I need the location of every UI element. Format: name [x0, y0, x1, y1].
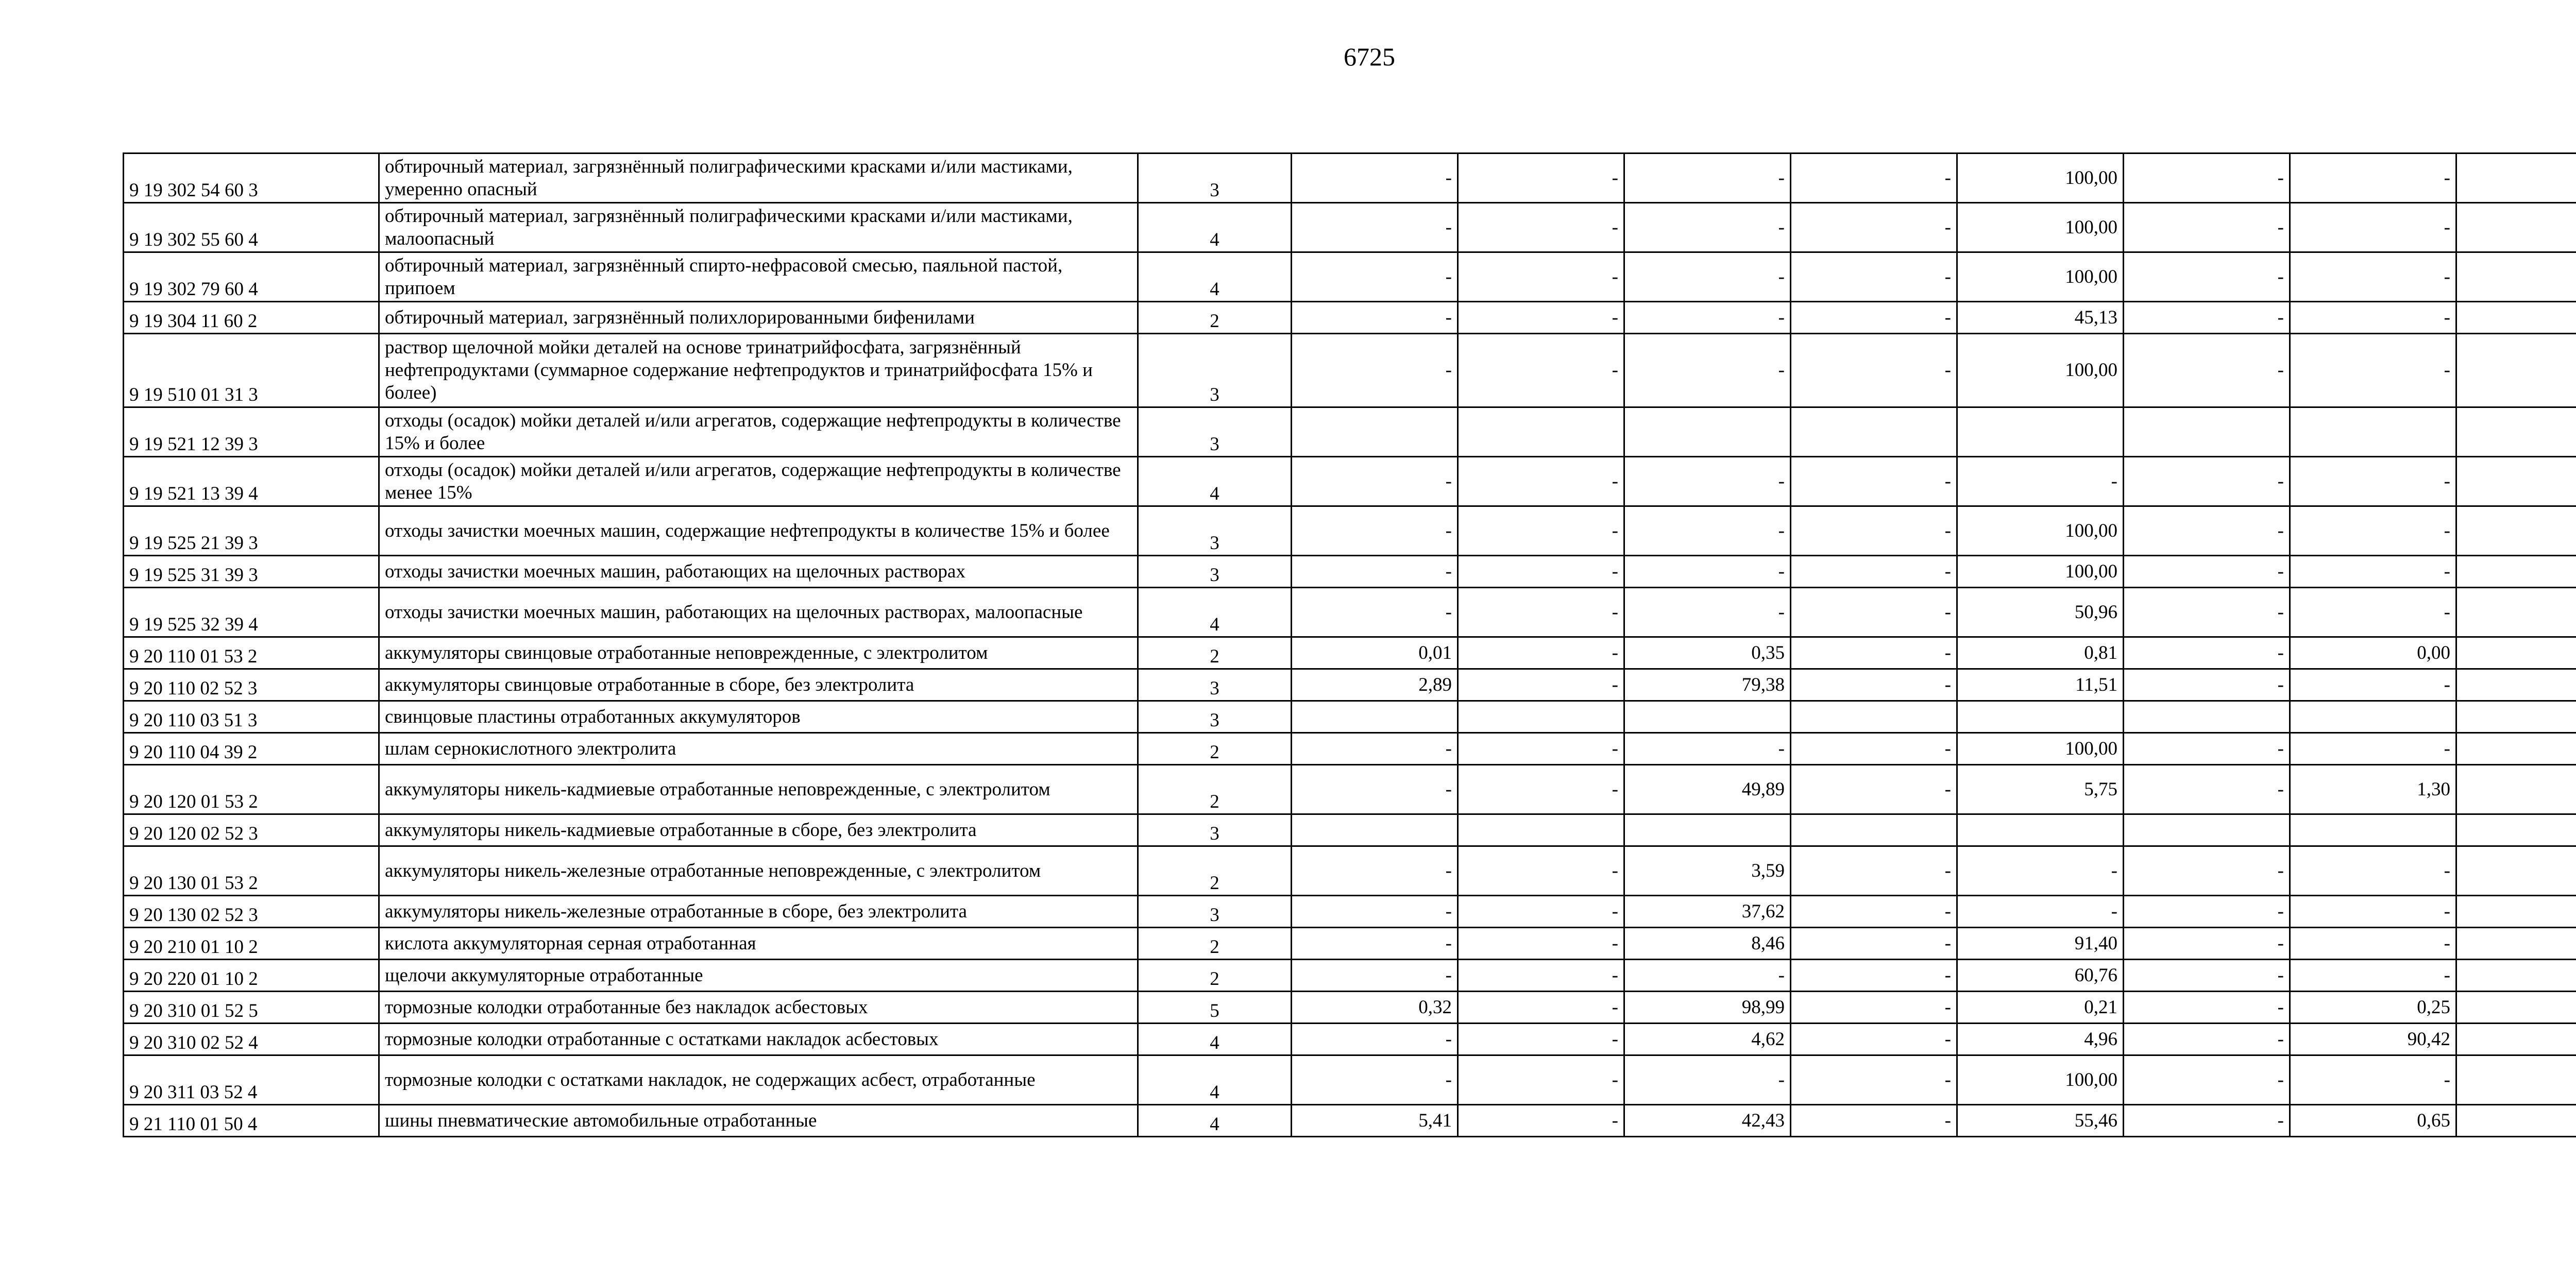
value-cell-2: -: [1458, 334, 1624, 407]
value-cell-1: -: [1292, 506, 1458, 556]
value-cell-1: 5,41: [1292, 1105, 1458, 1137]
value-cell-1: 0,01: [1292, 637, 1458, 669]
value-cell-5: 100,00: [1957, 733, 2124, 765]
hazard-class-cell: 2: [1138, 765, 1292, 814]
table-row: [124, 960, 2576, 992]
value-cell-7: -: [2290, 154, 2456, 203]
value-cell-1: -: [1292, 846, 1458, 896]
value-cell-3: 8,46: [1624, 928, 1791, 960]
value-cell-4: -: [1791, 457, 1957, 506]
waste-code-cell: 9 20 310 01 52 5: [124, 992, 379, 1024]
value-cell-2: -: [1458, 1024, 1624, 1055]
value-cell-5: 50,96: [1957, 588, 2124, 637]
value-cell-5: 11,51: [1957, 669, 2124, 701]
value-cell-7: [2290, 814, 2456, 846]
value-cell-8: [2456, 928, 2576, 960]
value-cell-7: -: [2290, 556, 2456, 588]
value-cell-6: -: [2124, 928, 2290, 960]
waste-name-cell: шины пневматические автомобильные отработанные: [379, 1105, 1138, 1137]
value-cell-2: -: [1458, 846, 1624, 896]
value-cell-1: -: [1292, 252, 1458, 302]
waste-code-cell: 9 19 521 13 39 4: [124, 457, 379, 506]
value-cell-7: -: [2290, 846, 2456, 896]
value-cell-8: [2456, 556, 2576, 588]
value-cell-5: 100,00: [1957, 556, 2124, 588]
hazard-class-cell: 2: [1138, 960, 1292, 992]
value-cell-6: [2124, 701, 2290, 733]
value-cell-3: -: [1624, 252, 1791, 302]
value-cell-4: -: [1791, 896, 1957, 928]
value-cell-7: 0,25: [2290, 992, 2456, 1024]
waste-composition-table: [123, 152, 2576, 1137]
value-cell-5: 100,00: [1957, 334, 2124, 407]
value-cell-5: 100,00: [1957, 252, 2124, 302]
value-cell-8: [2456, 1105, 2576, 1137]
value-cell-3: -: [1624, 506, 1791, 556]
hazard-class-cell: 3: [1138, 896, 1292, 928]
table-row: [124, 1055, 2576, 1105]
value-cell-6: -: [2124, 334, 2290, 407]
value-cell-7: -: [2290, 669, 2456, 701]
value-cell-4: -: [1791, 154, 1957, 203]
waste-name-cell: аккумуляторы никель-железные отработанные неповрежденные, с электролитом: [379, 846, 1138, 896]
value-cell-2: [1458, 701, 1624, 733]
value-cell-6: -: [2124, 506, 2290, 556]
value-cell-7: -: [2290, 1055, 2456, 1105]
value-cell-6: -: [2124, 669, 2290, 701]
value-cell-4: -: [1791, 334, 1957, 407]
value-cell-4: -: [1791, 637, 1957, 669]
value-cell-5: -: [1957, 457, 2124, 506]
table-row: [124, 1024, 2576, 1055]
value-cell-5: 91,40: [1957, 928, 2124, 960]
table-row: [124, 334, 2576, 407]
value-cell-2: -: [1458, 1055, 1624, 1105]
value-cell-4: -: [1791, 960, 1957, 992]
hazard-class-cell: 2: [1138, 637, 1292, 669]
value-cell-7: -: [2290, 928, 2456, 960]
value-cell-6: -: [2124, 896, 2290, 928]
waste-code-cell: 9 19 304 11 60 2: [124, 302, 379, 334]
value-cell-1: -: [1292, 457, 1458, 506]
value-cell-5: 55,46: [1957, 1105, 2124, 1137]
value-cell-2: -: [1458, 588, 1624, 637]
value-cell-8: [2456, 457, 2576, 506]
waste-name-cell: тормозные колодки с остатками накладок, не содержащих асбест, отработанные: [379, 1055, 1138, 1105]
waste-code-cell: 9 20 120 01 53 2: [124, 765, 379, 814]
hazard-class-cell: 3: [1138, 334, 1292, 407]
value-cell-8: [2456, 896, 2576, 928]
value-cell-4: -: [1791, 992, 1957, 1024]
hazard-class-cell: 3: [1138, 407, 1292, 457]
value-cell-8: [2456, 814, 2576, 846]
value-cell-2: -: [1458, 992, 1624, 1024]
table-body: [124, 154, 2576, 1137]
value-cell-6: -: [2124, 992, 2290, 1024]
value-cell-7: -: [2290, 457, 2456, 506]
value-cell-8: [2456, 765, 2576, 814]
value-cell-5: [1957, 814, 2124, 846]
value-cell-1: [1292, 814, 1458, 846]
value-cell-3: -: [1624, 588, 1791, 637]
value-cell-3: -: [1624, 154, 1791, 203]
value-cell-6: -: [2124, 588, 2290, 637]
hazard-class-cell: 2: [1138, 928, 1292, 960]
value-cell-2: -: [1458, 506, 1624, 556]
waste-code-cell: 9 20 310 02 52 4: [124, 1024, 379, 1055]
value-cell-3: -: [1624, 1055, 1791, 1105]
value-cell-5: 60,76: [1957, 960, 2124, 992]
value-cell-4: -: [1791, 506, 1957, 556]
value-cell-4: -: [1791, 1055, 1957, 1105]
value-cell-4: -: [1791, 252, 1957, 302]
waste-code-cell: 9 20 110 04 39 2: [124, 733, 379, 765]
table-row: [124, 154, 2576, 203]
value-cell-3: -: [1624, 733, 1791, 765]
table-row: [124, 457, 2576, 506]
value-cell-1: 2,89: [1292, 669, 1458, 701]
table-row: [124, 846, 2576, 896]
value-cell-6: -: [2124, 1024, 2290, 1055]
value-cell-1: -: [1292, 1024, 1458, 1055]
waste-code-cell: 9 19 525 21 39 3: [124, 506, 379, 556]
value-cell-7: 90,42: [2290, 1024, 2456, 1055]
value-cell-8: [2456, 992, 2576, 1024]
waste-code-cell: 9 19 302 55 60 4: [124, 203, 379, 252]
value-cell-6: -: [2124, 203, 2290, 252]
table-row: [124, 1105, 2576, 1137]
value-cell-7: -: [2290, 588, 2456, 637]
value-cell-3: 98,99: [1624, 992, 1791, 1024]
hazard-class-cell: 3: [1138, 556, 1292, 588]
waste-code-cell: 9 20 110 03 51 3: [124, 701, 379, 733]
table-row: [124, 669, 2576, 701]
value-cell-2: [1458, 407, 1624, 457]
hazard-class-cell: 4: [1138, 203, 1292, 252]
hazard-class-cell: 4: [1138, 588, 1292, 637]
value-cell-8: [2456, 669, 2576, 701]
value-cell-1: [1292, 701, 1458, 733]
value-cell-3: -: [1624, 960, 1791, 992]
value-cell-6: [2124, 814, 2290, 846]
value-cell-6: -: [2124, 556, 2290, 588]
waste-name-cell: аккумуляторы никель-кадмиевые отработанные в сборе, без электролита: [379, 814, 1138, 846]
value-cell-3: 37,62: [1624, 896, 1791, 928]
value-cell-2: -: [1458, 457, 1624, 506]
hazard-class-cell: 4: [1138, 1055, 1292, 1105]
value-cell-6: -: [2124, 1105, 2290, 1137]
table-row: [124, 928, 2576, 960]
waste-name-cell: обтирочный материал, загрязнённый спирто-нефрасовой смесью, паяльной пастой, припоем: [379, 252, 1138, 302]
hazard-class-cell: 4: [1138, 1105, 1292, 1137]
table-row: [124, 765, 2576, 814]
value-cell-6: -: [2124, 637, 2290, 669]
hazard-class-cell: 3: [1138, 701, 1292, 733]
value-cell-2: -: [1458, 252, 1624, 302]
waste-name-cell: тормозные колодки отработанные без накладок асбестовых: [379, 992, 1138, 1024]
value-cell-4: -: [1791, 928, 1957, 960]
value-cell-1: -: [1292, 154, 1458, 203]
hazard-class-cell: 5: [1138, 992, 1292, 1024]
value-cell-5: 100,00: [1957, 203, 2124, 252]
waste-name-cell: аккумуляторы свинцовые отработанные неповрежденные, с электролитом: [379, 637, 1138, 669]
value-cell-6: -: [2124, 765, 2290, 814]
value-cell-2: -: [1458, 302, 1624, 334]
value-cell-1: -: [1292, 960, 1458, 992]
page-number: 6725: [1344, 42, 1395, 71]
value-cell-5: -: [1957, 896, 2124, 928]
value-cell-1: -: [1292, 765, 1458, 814]
value-cell-8: [2456, 637, 2576, 669]
value-cell-4: -: [1791, 203, 1957, 252]
waste-name-cell: щелочи аккумуляторные отработанные: [379, 960, 1138, 992]
value-cell-4: -: [1791, 556, 1957, 588]
table-row: [124, 896, 2576, 928]
value-cell-1: [1292, 407, 1458, 457]
value-cell-8: [2456, 960, 2576, 992]
value-cell-5: 100,00: [1957, 1055, 2124, 1105]
value-cell-6: -: [2124, 154, 2290, 203]
value-cell-5: 45,13: [1957, 302, 2124, 334]
hazard-class-cell: 2: [1138, 846, 1292, 896]
value-cell-5: 5,75: [1957, 765, 2124, 814]
value-cell-7: -: [2290, 203, 2456, 252]
value-cell-7: 0,00: [2290, 637, 2456, 669]
value-cell-8: [2456, 506, 2576, 556]
value-cell-2: -: [1458, 669, 1624, 701]
value-cell-3: [1624, 814, 1791, 846]
value-cell-7: -: [2290, 252, 2456, 302]
value-cell-2: -: [1458, 1105, 1624, 1137]
waste-code-cell: 9 20 110 01 53 2: [124, 637, 379, 669]
hazard-class-cell: 3: [1138, 814, 1292, 846]
value-cell-8: [2456, 733, 2576, 765]
value-cell-8: [2456, 701, 2576, 733]
value-cell-3: 49,89: [1624, 765, 1791, 814]
value-cell-1: -: [1292, 1055, 1458, 1105]
value-cell-4: -: [1791, 669, 1957, 701]
value-cell-4: [1791, 701, 1957, 733]
table-row: [124, 992, 2576, 1024]
value-cell-8: [2456, 407, 2576, 457]
table-row: [124, 252, 2576, 302]
value-cell-2: -: [1458, 154, 1624, 203]
value-cell-6: -: [2124, 252, 2290, 302]
value-cell-8: [2456, 334, 2576, 407]
table-row: [124, 302, 2576, 334]
waste-code-cell: 9 21 110 01 50 4: [124, 1105, 379, 1137]
value-cell-7: -: [2290, 506, 2456, 556]
value-cell-4: -: [1791, 1024, 1957, 1055]
value-cell-7: -: [2290, 896, 2456, 928]
value-cell-1: -: [1292, 896, 1458, 928]
waste-code-cell: 9 19 302 54 60 3: [124, 154, 379, 203]
table-row: [124, 556, 2576, 588]
value-cell-1: -: [1292, 928, 1458, 960]
value-cell-7: 0,65: [2290, 1105, 2456, 1137]
waste-name-cell: аккумуляторы свинцовые отработанные в сборе, без электролита: [379, 669, 1138, 701]
waste-name-cell: обтирочный материал, загрязнённый полиграфическими красками и/или мастиками, умеренно опасный: [379, 154, 1138, 203]
waste-name-cell: отходы зачистки моечных машин, работающих на щелочных растворах: [379, 556, 1138, 588]
hazard-class-cell: 2: [1138, 302, 1292, 334]
waste-name-cell: отходы (осадок) мойки деталей и/или агрегатов, содержащие нефтепродукты в количестве 15% и более: [379, 407, 1138, 457]
value-cell-6: -: [2124, 733, 2290, 765]
waste-code-cell: 9 20 220 01 10 2: [124, 960, 379, 992]
table-row: [124, 506, 2576, 556]
table-row: [124, 733, 2576, 765]
value-cell-2: -: [1458, 203, 1624, 252]
value-cell-3: [1624, 407, 1791, 457]
value-cell-5: -: [1957, 846, 2124, 896]
table-row: [124, 203, 2576, 252]
value-cell-2: -: [1458, 928, 1624, 960]
waste-name-cell: обтирочный материал, загрязнённый полиграфическими красками и/или мастиками, малоопасный: [379, 203, 1138, 252]
value-cell-6: -: [2124, 302, 2290, 334]
waste-code-cell: 9 19 510 01 31 3: [124, 334, 379, 407]
value-cell-5: 100,00: [1957, 154, 2124, 203]
value-cell-5: [1957, 701, 2124, 733]
value-cell-4: -: [1791, 765, 1957, 814]
waste-name-cell: обтирочный материал, загрязнённый полихлорированными бифенилами: [379, 302, 1138, 334]
value-cell-1: -: [1292, 733, 1458, 765]
value-cell-8: [2456, 154, 2576, 203]
value-cell-2: -: [1458, 637, 1624, 669]
value-cell-4: [1791, 407, 1957, 457]
value-cell-2: -: [1458, 556, 1624, 588]
value-cell-3: 4,62: [1624, 1024, 1791, 1055]
table-row: [124, 637, 2576, 669]
table-row: [124, 407, 2576, 457]
waste-code-cell: 9 20 110 02 52 3: [124, 669, 379, 701]
value-cell-1: -: [1292, 556, 1458, 588]
waste-name-cell: свинцовые пластины отработанных аккумуляторов: [379, 701, 1138, 733]
value-cell-2: -: [1458, 733, 1624, 765]
waste-name-cell: раствор щелочной мойки деталей на основе тринатрийфосфата, загрязнённый нефтепродуктами (суммарное содержание нефтепродуктов и тринатрийфосфата 15% и более): [379, 334, 1138, 407]
value-cell-3: [1624, 701, 1791, 733]
value-cell-8: [2456, 1024, 2576, 1055]
value-cell-8: [2456, 846, 2576, 896]
value-cell-7: -: [2290, 733, 2456, 765]
value-cell-1: -: [1292, 334, 1458, 407]
waste-name-cell: тормозные колодки отработанные с остатками накладок асбестовых: [379, 1024, 1138, 1055]
waste-code-cell: 9 19 525 32 39 4: [124, 588, 379, 637]
value-cell-6: -: [2124, 457, 2290, 506]
value-cell-2: -: [1458, 896, 1624, 928]
value-cell-5: [1957, 407, 2124, 457]
value-cell-7: -: [2290, 302, 2456, 334]
value-cell-3: 3,59: [1624, 846, 1791, 896]
value-cell-1: -: [1292, 588, 1458, 637]
waste-name-cell: аккумуляторы никель-кадмиевые отработанные неповрежденные, с электролитом: [379, 765, 1138, 814]
hazard-class-cell: 4: [1138, 457, 1292, 506]
waste-code-cell: 9 20 311 03 52 4: [124, 1055, 379, 1105]
waste-name-cell: кислота аккумуляторная серная отработанная: [379, 928, 1138, 960]
value-cell-1: -: [1292, 302, 1458, 334]
value-cell-8: [2456, 302, 2576, 334]
value-cell-3: 79,38: [1624, 669, 1791, 701]
value-cell-6: [2124, 407, 2290, 457]
hazard-class-cell: 3: [1138, 669, 1292, 701]
value-cell-4: -: [1791, 733, 1957, 765]
table-row: [124, 588, 2576, 637]
waste-code-cell: 9 19 302 79 60 4: [124, 252, 379, 302]
value-cell-7: [2290, 701, 2456, 733]
waste-code-cell: 9 20 210 01 10 2: [124, 928, 379, 960]
value-cell-3: -: [1624, 203, 1791, 252]
value-cell-7: -: [2290, 960, 2456, 992]
hazard-class-cell: 3: [1138, 506, 1292, 556]
waste-name-cell: шлам сернокислотного электролита: [379, 733, 1138, 765]
hazard-class-cell: 3: [1138, 154, 1292, 203]
value-cell-4: -: [1791, 846, 1957, 896]
value-cell-3: -: [1624, 457, 1791, 506]
value-cell-3: 0,35: [1624, 637, 1791, 669]
table-row: [124, 814, 2576, 846]
waste-code-cell: 9 20 130 02 52 3: [124, 896, 379, 928]
waste-code-cell: 9 19 521 12 39 3: [124, 407, 379, 457]
value-cell-7: 1,30: [2290, 765, 2456, 814]
value-cell-3: -: [1624, 556, 1791, 588]
waste-code-cell: 9 20 120 02 52 3: [124, 814, 379, 846]
value-cell-2: -: [1458, 765, 1624, 814]
hazard-class-cell: 4: [1138, 1024, 1292, 1055]
value-cell-7: -: [2290, 334, 2456, 407]
table-row: [124, 701, 2576, 733]
waste-name-cell: отходы зачистки моечных машин, работающих на щелочных растворах, малоопасные: [379, 588, 1138, 637]
hazard-class-cell: 4: [1138, 252, 1292, 302]
value-cell-3: -: [1624, 334, 1791, 407]
value-cell-5: 100,00: [1957, 506, 2124, 556]
value-cell-8: [2456, 1055, 2576, 1105]
value-cell-3: 42,43: [1624, 1105, 1791, 1137]
value-cell-5: 0,81: [1957, 637, 2124, 669]
value-cell-1: -: [1292, 203, 1458, 252]
value-cell-8: [2456, 252, 2576, 302]
value-cell-6: -: [2124, 846, 2290, 896]
value-cell-7: [2290, 407, 2456, 457]
waste-code-cell: 9 19 525 31 39 3: [124, 556, 379, 588]
value-cell-4: [1791, 814, 1957, 846]
value-cell-5: 0,21: [1957, 992, 2124, 1024]
value-cell-2: -: [1458, 960, 1624, 992]
value-cell-5: 4,96: [1957, 1024, 2124, 1055]
value-cell-6: -: [2124, 960, 2290, 992]
value-cell-4: -: [1791, 302, 1957, 334]
value-cell-8: [2456, 588, 2576, 637]
value-cell-2: [1458, 814, 1624, 846]
value-cell-4: -: [1791, 588, 1957, 637]
waste-name-cell: аккумуляторы никель-железные отработанные в сборе, без электролита: [379, 896, 1138, 928]
hazard-class-cell: 2: [1138, 733, 1292, 765]
waste-name-cell: отходы зачистки моечных машин, содержащие нефтепродукты в количестве 15% и более: [379, 506, 1138, 556]
value-cell-6: -: [2124, 1055, 2290, 1105]
waste-name-cell: отходы (осадок) мойки деталей и/или агрегатов, содержащие нефтепродукты в количестве менее 15%: [379, 457, 1138, 506]
value-cell-4: -: [1791, 1105, 1957, 1137]
value-cell-8: [2456, 203, 2576, 252]
waste-code-cell: 9 20 130 01 53 2: [124, 846, 379, 896]
value-cell-1: 0,32: [1292, 992, 1458, 1024]
value-cell-3: -: [1624, 302, 1791, 334]
